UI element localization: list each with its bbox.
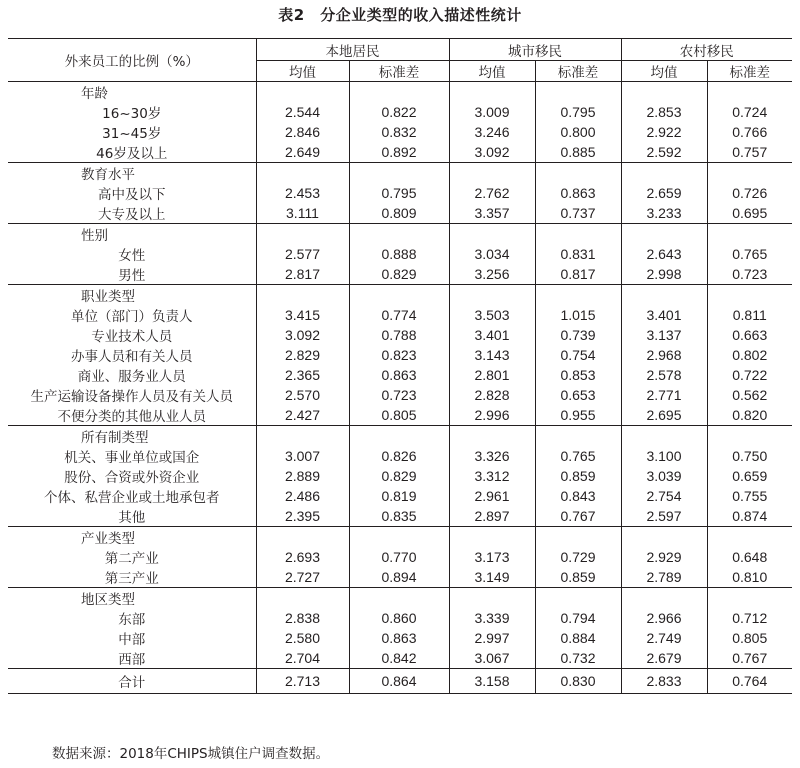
mean-cell: 3.007 [256,446,349,466]
mean-cell: 3.067 [449,648,535,669]
sd-cell: 0.757 [707,142,792,163]
row-label: 第二产业 [104,551,159,567]
table-row [8,142,792,163]
sd-cell: 0.805 [349,405,449,426]
mean-cell: 2.486 [256,486,349,506]
mean-cell: 2.427 [256,405,349,426]
category-label: 教育水平 [8,163,256,184]
mean-cell: 3.092 [449,142,535,163]
sd-cell: 0.695 [707,203,792,224]
row-label: 女性 [118,248,146,264]
table-row [8,183,792,203]
mean-cell: 2.996 [449,405,535,426]
mean-cell: 2.922 [621,122,707,142]
sd-cell: 0.562 [707,385,792,405]
sd-cell: 0.724 [707,102,792,122]
mean-cell: 3.137 [621,325,707,345]
group-header-rural: 农村移民 [621,39,792,61]
group-header-urban: 城市移民 [449,39,621,61]
sd-cell: 0.835 [349,506,449,527]
mean-cell: 3.339 [449,608,535,628]
mean-cell: 2.453 [256,183,349,203]
total-mean-cell: 2.713 [256,669,349,694]
mean-cell: 3.233 [621,203,707,224]
row-label: 专业技术人员 [91,329,173,345]
row-label: 16~30岁 [102,106,162,122]
mean-cell: 2.929 [621,547,707,567]
mean-cell: 3.256 [449,264,535,285]
mean-cell: 2.577 [256,244,349,264]
mean-cell: 3.143 [449,345,535,365]
mean-cell: 3.401 [621,305,707,325]
sd-cell: 0.754 [535,345,621,365]
table-row [8,608,792,628]
row-label: 男性 [118,268,146,284]
table-row [8,264,792,285]
stat-mean-header: 均值 [256,61,349,82]
row-label: 个体、私营企业或土地承包者 [44,490,220,506]
sd-cell: 0.726 [707,183,792,203]
mean-cell: 3.149 [449,567,535,588]
mean-cell: 2.966 [621,608,707,628]
mean-cell: 3.173 [449,547,535,567]
category-row [8,527,792,548]
table-row [8,446,792,466]
sd-cell: 0.765 [707,244,792,264]
mean-cell: 3.326 [449,446,535,466]
sd-cell: 0.653 [535,385,621,405]
total-label: 合计 [8,669,256,694]
table-row [8,547,792,567]
total-sd-cell: 0.864 [349,669,449,694]
category-label: 所有制类型 [8,426,256,447]
sd-cell: 0.853 [535,365,621,385]
table-row [8,648,792,669]
row-label: 商业、服务业人员 [77,369,186,385]
row-label: 机关、事业单位或国企 [64,450,200,466]
mean-cell: 2.578 [621,365,707,385]
sd-cell: 0.809 [349,203,449,224]
sd-cell: 0.955 [535,405,621,426]
sd-cell: 0.774 [349,305,449,325]
sd-cell: 0.832 [349,122,449,142]
table-row [8,345,792,365]
category-label: 产业类型 [8,527,256,548]
row-label: 中部 [118,632,146,648]
row-label: 东部 [118,612,146,628]
sd-cell: 0.794 [535,608,621,628]
sd-cell: 0.723 [349,385,449,405]
mean-cell: 2.643 [621,244,707,264]
mean-cell: 2.762 [449,183,535,203]
table-row [8,506,792,527]
sd-cell: 0.822 [349,102,449,122]
table-row [8,385,792,405]
sd-cell: 0.820 [707,405,792,426]
mean-cell: 2.365 [256,365,349,385]
category-label: 职业类型 [8,285,256,306]
row-label: 高中及以下 [98,187,166,203]
sd-cell: 0.884 [535,628,621,648]
mean-cell: 3.312 [449,466,535,486]
category-row [8,285,792,306]
mean-cell: 2.704 [256,648,349,669]
sd-cell: 0.859 [535,466,621,486]
mean-cell: 2.597 [621,506,707,527]
table-row [8,466,792,486]
sd-cell: 0.739 [535,325,621,345]
sd-cell: 0.863 [535,183,621,203]
mean-cell: 2.829 [256,345,349,365]
sd-cell: 0.805 [707,628,792,648]
total-row [8,669,792,694]
sd-cell: 0.826 [349,446,449,466]
stat-sd-header: 标准差 [349,61,449,82]
sd-cell: 0.788 [349,325,449,345]
category-label: 地区类型 [8,588,256,609]
category-row [8,82,792,103]
mean-cell: 2.693 [256,547,349,567]
mean-cell: 2.853 [621,102,707,122]
table-row [8,628,792,648]
sd-cell: 0.712 [707,608,792,628]
total-sd-cell: 0.830 [535,669,621,694]
mean-cell: 2.679 [621,648,707,669]
sd-cell: 0.723 [707,264,792,285]
table-row [8,405,792,426]
row-label-header: 外来员工的比例（%） [8,39,256,82]
stat-mean-header: 均值 [449,61,535,82]
sd-cell: 0.648 [707,547,792,567]
sd-cell: 0.842 [349,648,449,669]
sd-cell: 0.860 [349,608,449,628]
sd-cell: 0.767 [707,648,792,669]
sd-cell: 0.819 [349,486,449,506]
mean-cell: 2.997 [449,628,535,648]
sd-cell: 0.722 [707,365,792,385]
stat-sd-header: 标准差 [707,61,792,82]
sd-cell: 0.802 [707,345,792,365]
mean-cell: 2.998 [621,264,707,285]
mean-cell: 2.659 [621,183,707,203]
mean-cell: 2.801 [449,365,535,385]
total-mean-cell: 2.833 [621,669,707,694]
mean-cell: 2.749 [621,628,707,648]
mean-cell: 2.395 [256,506,349,527]
mean-cell: 2.828 [449,385,535,405]
table-row [8,102,792,122]
sd-cell: 0.755 [707,486,792,506]
row-label: 单位（部门）负责人 [71,309,193,325]
sd-cell: 0.732 [535,648,621,669]
mean-cell: 3.357 [449,203,535,224]
row-label: 股份、合资或外资企业 [64,470,200,486]
mean-cell: 2.695 [621,405,707,426]
table-row [8,567,792,588]
sd-cell: 0.767 [535,506,621,527]
table-body [8,82,792,694]
mean-cell: 3.415 [256,305,349,325]
row-label: 其他 [118,510,146,526]
mean-cell: 2.592 [621,142,707,163]
mean-cell: 2.817 [256,264,349,285]
sd-cell: 0.829 [349,264,449,285]
category-row [8,588,792,609]
mean-cell: 3.009 [449,102,535,122]
row-label: 31~45岁 [102,126,162,142]
sd-cell: 0.729 [535,547,621,567]
sd-cell: 0.750 [707,446,792,466]
sd-cell: 0.831 [535,244,621,264]
sd-cell: 0.800 [535,122,621,142]
mean-cell: 3.092 [256,325,349,345]
sd-cell: 0.874 [707,506,792,527]
mean-cell: 2.789 [621,567,707,588]
table-row [8,305,792,325]
sd-cell: 0.795 [349,183,449,203]
mean-cell: 3.111 [256,203,349,224]
total-sd-cell: 0.764 [707,669,792,694]
mean-cell: 3.100 [621,446,707,466]
stat-mean-header: 均值 [621,61,707,82]
sd-cell: 0.843 [535,486,621,506]
row-label: 不便分类的其他从业人员 [57,409,206,425]
mean-cell: 2.838 [256,608,349,628]
category-row [8,163,792,184]
mean-cell: 2.754 [621,486,707,506]
mean-cell: 3.039 [621,466,707,486]
sd-cell: 0.817 [535,264,621,285]
table-row [8,486,792,506]
mean-cell: 3.034 [449,244,535,264]
table-row [8,203,792,224]
table-title: 表2 分企业类型的收入描述性统计 [278,6,522,24]
category-label: 年龄 [81,86,108,102]
sd-cell: 0.888 [349,244,449,264]
sd-cell: 0.811 [707,305,792,325]
row-label: 办事人员和有关人员 [71,349,193,365]
sd-cell: 0.795 [535,102,621,122]
row-label: 大专及以上 [98,207,166,223]
sd-cell: 0.894 [349,567,449,588]
sd-cell: 0.663 [707,325,792,345]
row-label: 生产运输设备操作人员及有关人员 [30,389,233,405]
row-label: 第三产业 [104,571,159,587]
mean-cell: 2.771 [621,385,707,405]
source-note: 数据来源：2018年CHIPS城镇住户调查数据。 [52,746,330,762]
row-label: 46岁及以上 [96,146,168,162]
table-row [8,365,792,385]
statistics-table [8,38,792,694]
sd-cell: 0.892 [349,142,449,163]
category-row [8,224,792,245]
mean-cell: 2.897 [449,506,535,527]
category-label: 性别 [8,224,256,245]
row-label: 西部 [118,652,146,668]
group-header-local: 本地居民 [256,39,449,61]
category-row [8,426,792,447]
total-mean-cell: 3.158 [449,669,535,694]
mean-cell: 2.649 [256,142,349,163]
sd-cell: 0.859 [535,567,621,588]
mean-cell: 2.544 [256,102,349,122]
mean-cell: 2.961 [449,486,535,506]
sd-cell: 0.737 [535,203,621,224]
sd-cell: 0.765 [535,446,621,466]
sd-cell: 0.863 [349,628,449,648]
table-row [8,325,792,345]
sd-cell: 0.885 [535,142,621,163]
sd-cell: 0.770 [349,547,449,567]
sd-cell: 0.810 [707,567,792,588]
stat-sd-header: 标准差 [535,61,621,82]
mean-cell: 3.246 [449,122,535,142]
sd-cell: 1.015 [535,305,621,325]
table-row [8,122,792,142]
mean-cell: 2.846 [256,122,349,142]
mean-cell: 2.968 [621,345,707,365]
sd-cell: 0.863 [349,365,449,385]
mean-cell: 3.503 [449,305,535,325]
mean-cell: 2.570 [256,385,349,405]
mean-cell: 2.889 [256,466,349,486]
sd-cell: 0.829 [349,466,449,486]
mean-cell: 2.580 [256,628,349,648]
mean-cell: 3.401 [449,325,535,345]
table-row [8,244,792,264]
sd-cell: 0.659 [707,466,792,486]
sd-cell: 0.766 [707,122,792,142]
mean-cell: 2.727 [256,567,349,588]
sd-cell: 0.823 [349,345,449,365]
